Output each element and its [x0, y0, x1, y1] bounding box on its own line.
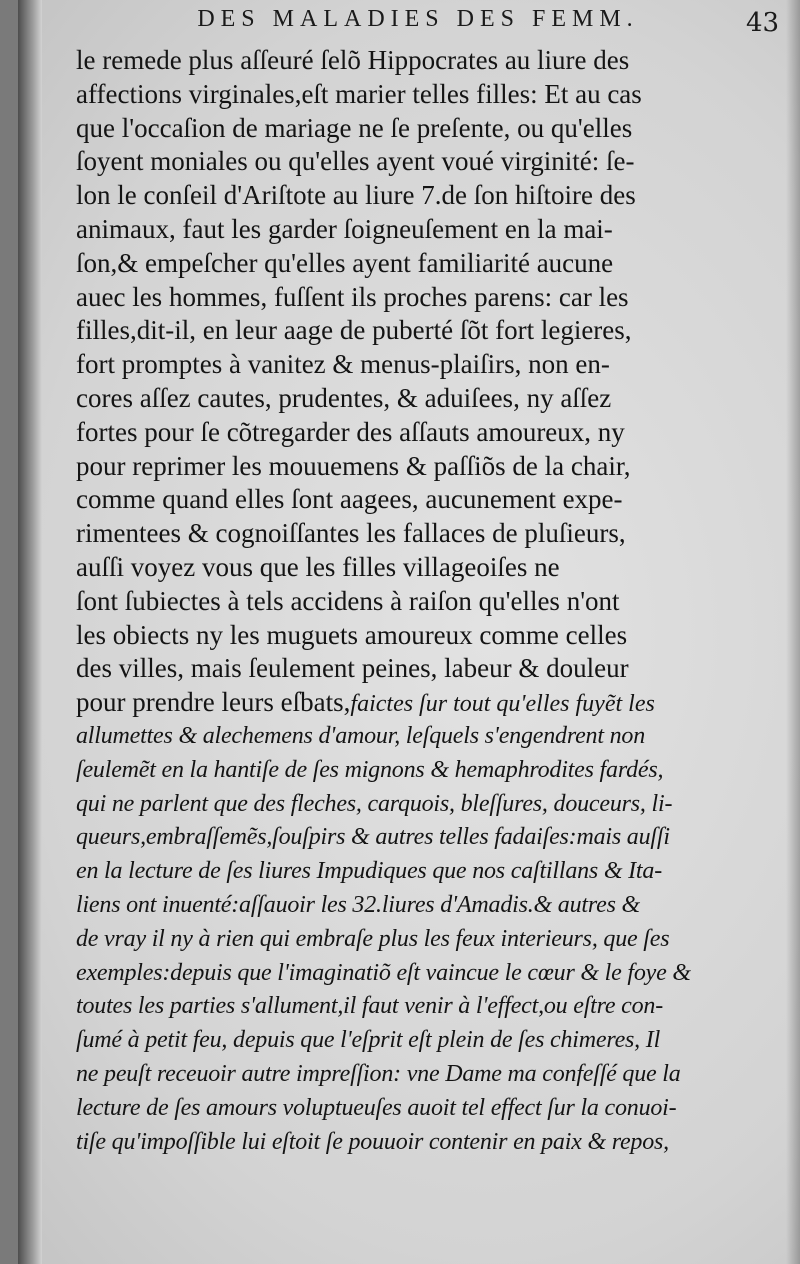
text-line: affections virginales,eſt marier telles filles: Et au cas [76, 78, 642, 109]
text-line: les obiects ny les muguets amoureux comme celles [76, 619, 628, 650]
text-line: ſoyent moniales ou qu'elles ayent voué virginité: ſe- [76, 146, 635, 177]
italic-line: toutes les parties s'allument,il faut venir à l'effect,ou eſtre con- [76, 993, 663, 1020]
text-line: auec les hommes, fuſſent ils proches parens: car les [76, 281, 629, 312]
page-gutter [18, 0, 42, 1264]
italic-segment: faictes ſur tout qu'elles fuyẽt les [350, 691, 655, 718]
text-line: ſont ſubiectes à tels accidens à raiſon qu'elles n'ont [76, 585, 620, 616]
italic-line: ſumé à petit feu, depuis que l'eſprit eſt plein de ſes chimeres, Il [76, 1027, 661, 1054]
text-line: lon le conſeil d'Ariſtote au liure 7.de ſon hiſtoire des [76, 180, 636, 211]
text-line: des villes, mais ſeulement peines, labeur & douleur [76, 653, 629, 684]
italic-line: de vray il ny à rien qui embraſe plus les feux interieurs, que ſes [76, 925, 670, 952]
italic-line: lecture de ſes amours voluptueuſes auoit tel effect ſur la conuoi- [76, 1094, 677, 1121]
italic-line: exemples:depuis que l'imaginatiõ eſt vaincue le cœur & le foye & [76, 959, 691, 986]
text-line: auſſi voyez vous que les filles villageoiſes ne [76, 551, 560, 582]
text-line: filles,dit-il, en leur aage de puberté ſõt fort legieres, [76, 315, 632, 346]
text-line: que l'occaſion de mariage ne ſe preſente, ou qu'elles [76, 112, 633, 143]
italic-line: qui ne parlent que des fleches, carquois, bleſſures, douceurs, li- [76, 790, 673, 817]
text-line: animaux, faut les garder ſoigneuſement en la mai- [76, 213, 613, 244]
page-number: 43 [746, 8, 780, 38]
text-line: rimentees & cognoiſſantes les fallaces de pluſieurs, [76, 518, 626, 549]
italic-line: allumettes & alechemens d'amour, leſquels s'engendrent non [76, 722, 646, 749]
text-line: comme quand elles ſont aagees, aucunement expe- [76, 484, 623, 515]
text-line-mixed [76, 686, 786, 720]
text-line: fort promptes à vanitez & menus-plaiſirs, non en- [76, 349, 610, 380]
italic-line: queurs,embraſſemẽs,ſouſpirs & autres telles fadaiſes:mais auſſi [76, 824, 670, 851]
text-line: pour reprimer les mouuemens & paſſiõs de la chair, [76, 450, 631, 481]
page-edge-shadow [786, 0, 800, 1264]
text-line: fortes pour ſe cõtregarder des aſſauts amoureux, ny [76, 416, 625, 447]
italic-line: ſeulemẽt en la hantiſe de ſes mignons & hemaphrodites fardés, [76, 756, 664, 783]
text-line: cores aſſez cautes, prudentes, & aduiſees, ny aſſez [76, 382, 612, 413]
italic-line: tiſe qu'impoſſible lui eſtoit ſe pouuoir contenir en paix & repos, [76, 1128, 669, 1155]
body-text [76, 44, 786, 1159]
italic-line: liens ont inuenté:aſſauoir les 32.liures d'Amadis.& autres & [76, 891, 640, 918]
book-page [18, 0, 800, 1264]
roman-segment: pour prendre leurs eſbats, [76, 687, 351, 718]
italic-line: en la lecture de ſes liures Impudiques que nos caſtillans & Ita- [76, 858, 662, 885]
text-line: ſon,& empeſcher qu'elles ayent familiarité aucune [76, 247, 614, 278]
text-line: le remede plus aſſeuré ſelõ Hippocrates au liure des [76, 45, 630, 75]
italic-line: ne peuſt receuoir autre impreſſion: vne Dame ma confeſſé que la [76, 1060, 681, 1087]
running-title: DES MALADIES DES FEMM. [197, 6, 639, 32]
